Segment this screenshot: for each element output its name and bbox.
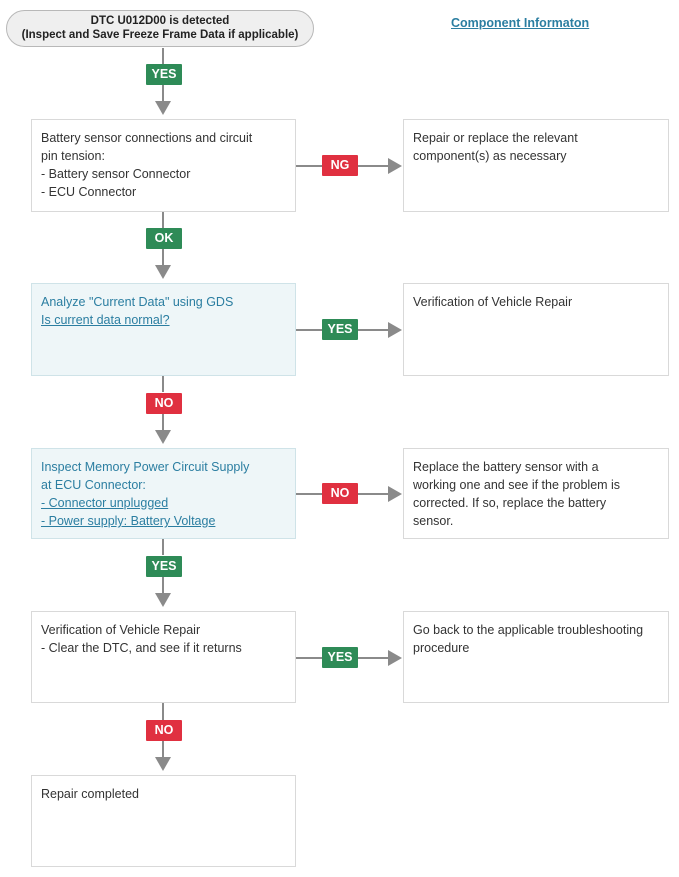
arrow-down-icon bbox=[155, 757, 171, 771]
connector-line bbox=[162, 212, 164, 228]
arrow-down-icon bbox=[155, 593, 171, 607]
result-line: procedure bbox=[413, 641, 470, 655]
step-line: Verification of Vehicle Repair bbox=[41, 623, 201, 637]
step-line: - ECU Connector bbox=[41, 185, 137, 199]
yes-badge: YES bbox=[322, 319, 358, 340]
connector-line bbox=[296, 329, 322, 331]
step-line: pin tension: bbox=[41, 149, 105, 163]
result-line: Replace the battery sensor with a bbox=[413, 460, 599, 474]
power-supply-link[interactable]: - Power supply: Battery Voltage bbox=[41, 514, 216, 528]
start-subtitle: (Inspect and Save Freeze Frame Data if applicable) bbox=[21, 29, 299, 41]
connector-line bbox=[358, 493, 388, 495]
connector-line bbox=[162, 249, 164, 265]
arrow-right-icon bbox=[388, 486, 402, 502]
ng-badge: NG bbox=[322, 155, 358, 176]
result-line: component(s) as necessary bbox=[413, 149, 567, 163]
connector-line bbox=[162, 85, 164, 101]
start-node bbox=[6, 10, 314, 47]
arrow-right-icon bbox=[388, 158, 402, 174]
end-repair-completed bbox=[31, 775, 296, 867]
yes-badge: YES bbox=[322, 647, 358, 668]
connector-line bbox=[296, 657, 322, 659]
connector-line bbox=[358, 329, 388, 331]
step-line: - Battery sensor Connector bbox=[41, 167, 191, 181]
connector-line bbox=[358, 657, 388, 659]
step-line: Analyze "Current Data" using GDS bbox=[41, 295, 234, 309]
step-inspect-memory-power bbox=[31, 448, 296, 539]
connector-line bbox=[358, 165, 388, 167]
step-line: Battery sensor connections and circuit bbox=[41, 131, 253, 145]
result-replace-battery-sensor bbox=[403, 448, 669, 539]
step-battery-sensor-connections bbox=[31, 119, 296, 212]
connector-line bbox=[162, 741, 164, 757]
current-data-link[interactable]: Is current data normal? bbox=[41, 313, 170, 327]
end-text: Repair completed bbox=[41, 787, 139, 801]
result-line: working one and see if the problem is bbox=[413, 478, 621, 492]
connector-unplugged-link[interactable]: - Connector unplugged bbox=[41, 496, 169, 510]
result-line: corrected. If so, replace the battery bbox=[413, 496, 607, 510]
component-information-link[interactable]: Component Informaton bbox=[451, 16, 590, 30]
connector-line bbox=[296, 165, 322, 167]
arrow-down-icon bbox=[155, 430, 171, 444]
no-badge: NO bbox=[146, 393, 182, 414]
connector-line bbox=[162, 376, 164, 392]
ok-badge: OK bbox=[146, 228, 182, 249]
connector-line bbox=[162, 414, 164, 430]
result-line: sensor. bbox=[413, 514, 454, 528]
no-badge: NO bbox=[146, 720, 182, 741]
arrow-down-icon bbox=[155, 101, 171, 115]
arrow-down-icon bbox=[155, 265, 171, 279]
step-line: at ECU Connector: bbox=[41, 478, 146, 492]
connector-line bbox=[162, 703, 164, 720]
yes-badge: YES bbox=[146, 556, 182, 577]
connector-line bbox=[162, 577, 164, 593]
result-line: Verification of Vehicle Repair bbox=[413, 295, 573, 309]
step-analyze-current-data bbox=[31, 283, 296, 376]
connector-line bbox=[162, 539, 164, 555]
connector-line bbox=[162, 48, 164, 64]
step-verification-vehicle-repair bbox=[31, 611, 296, 703]
start-yes-badge: YES bbox=[146, 64, 182, 85]
result-line: Go back to the applicable troubleshooting bbox=[413, 623, 644, 637]
arrow-right-icon bbox=[388, 322, 402, 338]
result-verification bbox=[403, 283, 669, 376]
no-badge: NO bbox=[322, 483, 358, 504]
start-title: DTC U012D00 is detected bbox=[90, 15, 230, 27]
step-line: Inspect Memory Power Circuit Supply bbox=[41, 460, 250, 474]
result-repair-or-replace bbox=[403, 119, 669, 212]
step-line: - Clear the DTC, and see if it returns bbox=[41, 641, 242, 655]
arrow-right-icon bbox=[388, 650, 402, 666]
connector-line bbox=[296, 493, 322, 495]
result-go-back-troubleshooting bbox=[403, 611, 669, 703]
result-line: Repair or replace the relevant bbox=[413, 131, 578, 145]
